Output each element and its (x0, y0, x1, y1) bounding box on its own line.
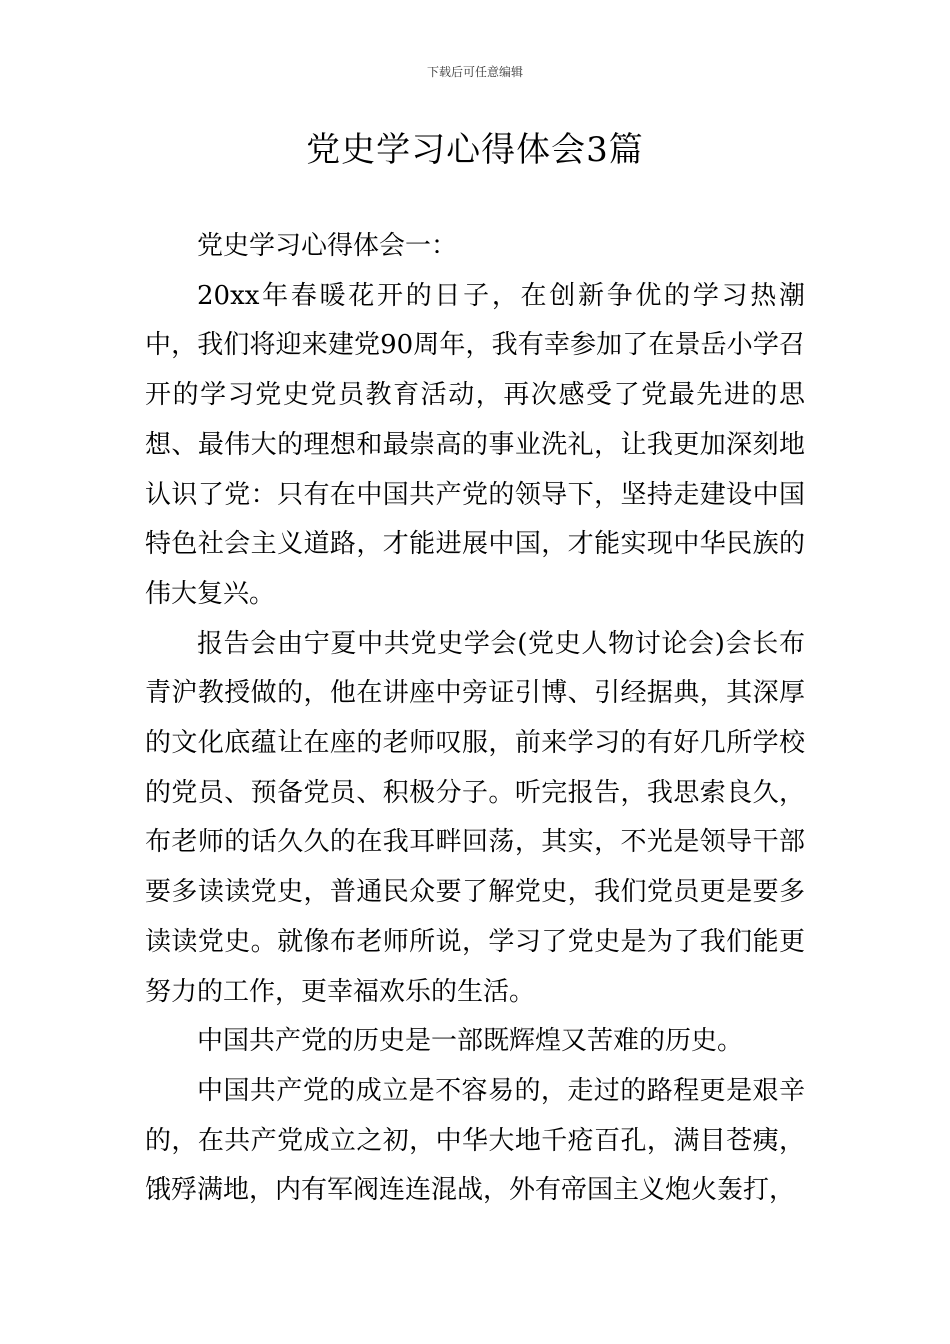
header-note: 下载后可任意编辑 (426, 65, 523, 79)
paragraph: 中国共产党的成立是不容易的，走过的路程更是艰辛的，在共产党成立之初，中华大地千疮百孔，满目苍痍，饿殍满地，内有军阀连连混战，外有帝国主义炮火轰打， (145, 1075, 805, 1206)
document-body (145, 222, 805, 1216)
paragraph: 20xx年春暖花开的日子，在创新争优的学习热潮中，我们将迎来建党90周年，我有幸参加了在景岳小学召开的学习党史党员教育活动，再次感受了党最先进的思想、最伟大的理想和最崇高的事业洗礼，让我更加深刻地认识了党：只有在中国共产党的领导下，坚持走建设中国特色社会主义道路，才能进展中国，才能实现中华民族的伟大复兴。 (145, 280, 805, 609)
paragraph: 报告会由宁夏中共党史学会(党史人物讨论会)会长布青沪教授做的，他在讲座中旁证引博、引经据典，其深厚的文化底蕴让在座的老师叹服，前来学习的有好几所学校的党员、预备党员、积极分子。听完报告，我思索良久，布老师的话久久的在我耳畔回荡，其实，不光是领导干部要多读读党史，普通民众要了解党史，我们党员更是要多读读党史。就像布老师所说，学习了党史是为了我们能更努力的工作，更幸福欢乐的生活。 (145, 628, 805, 1007)
section-heading: 党史学习心得体会一： (197, 231, 458, 261)
paragraph: 中国共产党的历史是一部既辉煌又苦难的历史。 (197, 1026, 744, 1057)
document-title: 党史学习心得体会3篇 (306, 130, 644, 170)
